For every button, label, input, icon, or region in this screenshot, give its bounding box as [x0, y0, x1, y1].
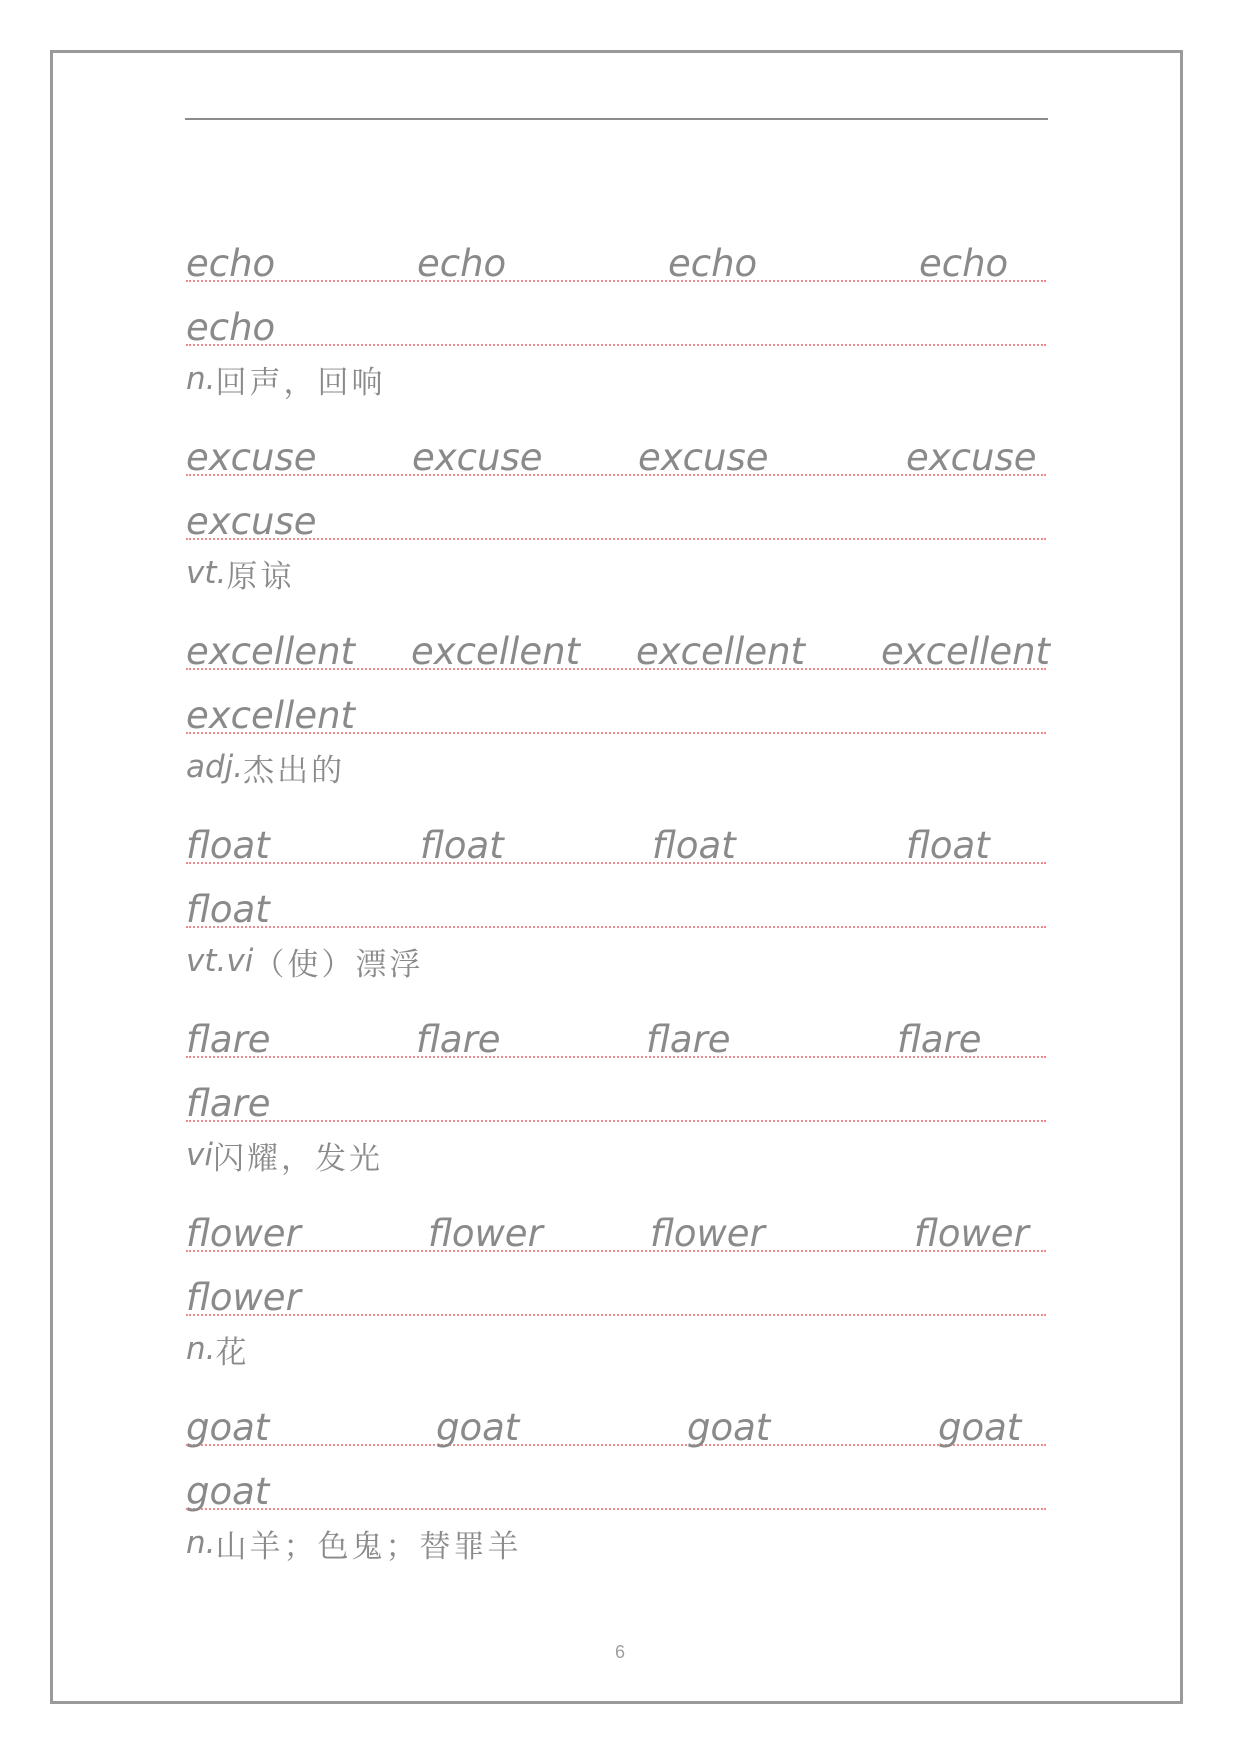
- definition-text: 回声，回响: [215, 364, 386, 401]
- practice-line: [186, 1058, 1046, 1125]
- definition: [186, 928, 1046, 994]
- practice-word: float: [186, 824, 270, 867]
- practice-word: excuse: [906, 436, 1037, 479]
- practice-line: [186, 800, 1046, 867]
- part-of-speech: vi: [186, 1137, 213, 1173]
- practice-word: flower: [186, 1212, 301, 1255]
- practice-line: [186, 1188, 1046, 1255]
- definition: [186, 540, 1046, 606]
- practice-line: [186, 1446, 1046, 1513]
- practice-word: echo: [186, 242, 276, 285]
- definition: [186, 1316, 1046, 1382]
- practice-word: excuse: [186, 500, 317, 543]
- definition-text: 杰出的: [243, 752, 346, 789]
- practice-line: [186, 994, 1046, 1061]
- practice-line: [186, 670, 1046, 737]
- practice-word: float: [906, 824, 990, 867]
- practice-word: flower: [186, 1276, 301, 1319]
- practice-word: flare: [186, 1018, 271, 1061]
- practice-word: excellent: [881, 630, 1051, 673]
- practice-line: [186, 412, 1046, 479]
- practice-word: goat: [938, 1406, 1022, 1449]
- practice-line: [186, 864, 1046, 931]
- definition: [186, 734, 1046, 800]
- practice-word: excellent: [636, 630, 806, 673]
- definition: [186, 1510, 1046, 1576]
- practice-word: excuse: [638, 436, 769, 479]
- header-rule: [185, 118, 1048, 120]
- practice-word: flare: [416, 1018, 501, 1061]
- practice-line: [186, 1382, 1046, 1449]
- practice-word: float: [652, 824, 736, 867]
- definition-text: 山羊；色鬼；替罪羊: [215, 1528, 522, 1565]
- part-of-speech: n.: [186, 1331, 216, 1367]
- page-number: 6: [614, 1642, 625, 1662]
- practice-word: float: [186, 888, 270, 931]
- practice-word: echo: [417, 242, 507, 285]
- practice-word: flare: [646, 1018, 731, 1061]
- definition-text: 花: [215, 1334, 250, 1371]
- practice-line: [186, 476, 1046, 543]
- definition-text: 闪耀，发光: [212, 1140, 383, 1177]
- practice-line: [186, 1252, 1046, 1319]
- definition: [186, 346, 1046, 412]
- practice-word: echo: [919, 242, 1009, 285]
- practice-word: goat: [436, 1406, 520, 1449]
- practice-word: echo: [186, 306, 276, 349]
- practice-line: [186, 218, 1046, 285]
- practice-line: [186, 606, 1051, 673]
- definition: [186, 1122, 1046, 1188]
- part-of-speech: n.: [186, 361, 216, 397]
- part-of-speech: vt.: [186, 555, 227, 591]
- part-of-speech: vt.vi: [186, 943, 254, 979]
- vocabulary-list: [186, 218, 1051, 1576]
- definition-text: （使）漂浮: [253, 946, 424, 983]
- practice-word: echo: [668, 242, 758, 285]
- practice-word: goat: [687, 1406, 771, 1449]
- practice-word: flower: [428, 1212, 543, 1255]
- practice-word: flower: [914, 1212, 1029, 1255]
- practice-word: flare: [186, 1082, 271, 1125]
- practice-word: flare: [897, 1018, 982, 1061]
- practice-word: excuse: [186, 436, 317, 479]
- practice-word: goat: [186, 1470, 270, 1513]
- practice-word: flower: [650, 1212, 765, 1255]
- practice-word: excellent: [411, 630, 581, 673]
- practice-line: [186, 282, 1046, 349]
- practice-word: float: [420, 824, 504, 867]
- practice-word: excuse: [412, 436, 543, 479]
- part-of-speech: adj.: [186, 749, 244, 785]
- practice-word: excellent: [186, 630, 356, 673]
- practice-word: goat: [186, 1406, 270, 1449]
- practice-word: excellent: [186, 694, 356, 737]
- part-of-speech: n.: [186, 1525, 216, 1561]
- definition-text: 原谅: [226, 558, 295, 595]
